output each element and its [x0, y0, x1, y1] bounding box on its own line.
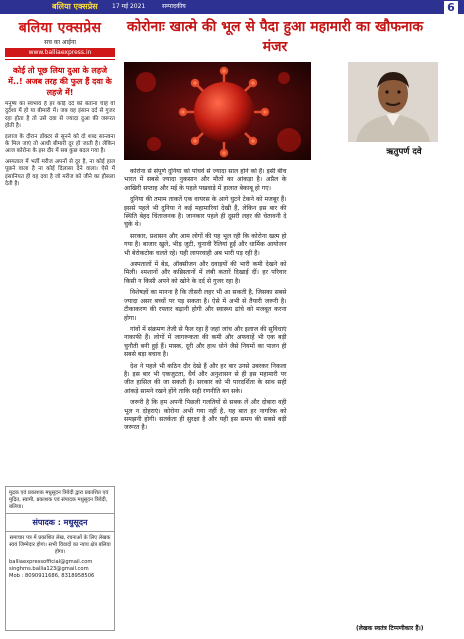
masthead-tagline: सच का आईना — [44, 39, 76, 46]
mobile-number: Mob : 8090911686, 8318958506 — [9, 573, 95, 579]
article-paragraph: सरकार, प्रशासन और आम लोगों की यह भूल रही कि कोरोना खत्म हो गया है। बाजार खुले, भीड़ जुटी, चुनावी रैलियां हुईं और धार्मिक आयोजन भी बेरोकटोक चलते रहे। यही लापरवाही अब भारी पड़ रही है। — [124, 232, 287, 257]
article-paragraph: विशेषज्ञों का मानना है कि तीसरी लहर भी आ सकती है, जिसका सबसे ज्यादा असर बच्चों पर पड़ सकता है। ऐसे में अभी से तैयारी जरूरी है। टीकाकरण की रफ्तार बढ़ानी होगी और स्वास्थ्य ढांचे को मजबूत करना होगा। — [124, 289, 287, 322]
imprint-box — [5, 486, 115, 631]
coronavirus-image — [124, 62, 311, 160]
article-paragraph: दुनिया की तमाम ताकतें एक वायरस के आगे घुटने टेकने को मजबूर हैं। इससे पहले भी दुनिया ने कई महामारियां देखी हैं, लेकिन इस बार की स्थिति बेहद चिंताजनक है। जानकार पहले ही दूसरी लहर की चेतावनी दे चुके थे। — [124, 196, 287, 229]
section-label: सम्पादकीय — [162, 3, 186, 10]
article-paragraph: गांवों में संक्रमण तेजी से फैल रहा है जहां जांच और इलाज की सुविधाएं नाकाफी हैं। लोगों में जागरूकता की कमी और अफवाहें भी एक बड़ी चुनौती बनी हुई हैं। मास्क, दूरी और हाथ धोने जैसे नियमों का पालन ही सबसे बड़ा बचाव है। — [124, 325, 287, 359]
left-column — [5, 19, 115, 631]
edition-logo: बलिया एक्सप्रेस — [52, 2, 98, 11]
virus-cell-icon — [180, 68, 268, 156]
disclaimer-text: समाचार पत्र में प्रकाशित लेख, रचनाओं के लिए लेखक स्वयं जिम्मेदार होगा। सभी विवादों का न्याय क्षेत्र बलिया होगा। — [9, 535, 111, 555]
imprint-text: मुद्रक एवं प्रकाशक मधुसूदन त्रिवेदी द्वारा प्रकाशित एवं मुद्रित, स्वामी, प्रकाशक एवं संपादक मधुसूदन त्रिवेदी, बलिया। — [9, 490, 109, 510]
article-body — [124, 168, 459, 614]
email-link[interactable]: balliaexpressofficial@gmail.com — [9, 559, 93, 565]
quote-body — [5, 101, 115, 419]
editor-name: संपादक : मधुसूदन — [6, 513, 114, 532]
author-photo — [348, 62, 438, 142]
masthead-url[interactable]: www.balliaexpress.in — [5, 48, 115, 57]
quote-paragraph: अस्पताल में भर्ती मरीज अपनों से दूर है, ना कोई हाल पूछने वाला है ना कोई दिलासा देने वाला। ऐसे में इंसानियत ही वह दवा है जो मरीज को जीने का हौसला देती है। — [5, 158, 115, 188]
author-name: ऋतुपर्ण दवे — [386, 147, 422, 157]
quote-paragraph: इलाज के दौरान डॉक्टर से सुनने को दो शब्द सान्त्वना के मिल जाएं तो आधी बीमारी दूर हो जाती है। लेकिन आज कोरोना के इस दौर में सब कुछ बदल गया है। — [5, 133, 115, 155]
masthead — [5, 19, 115, 60]
article-paragraph: जरूरी है कि हम अपनी पिछली गलतियों से सबक लें और दोबारा वही भूल न दोहराएं। कोरोना अभी गया नहीं है, यह बात हर नागरिक को समझनी होगी। सतर्कता ही सुरक्षा है और यही इस समय की सबसे बड़ी जरूरत है। — [124, 399, 287, 432]
top-bar — [0, 0, 464, 14]
quote-paragraph: मनुष्य का स्वभाव है हर कोई दर्द को बताना चाहे वो दुर्दशा में हो या बीमारी में। जब वह इंसान दर्द से गुजर रहा होता है तो उसे दवा से ज्यादा दुआ की जरूरत होती है। — [5, 101, 115, 130]
contact-info — [6, 559, 114, 580]
article-headline: कोरोनाः खात्मे की भूल से पैदा हुआ महामारी का खौफनाक मंजर — [126, 19, 424, 55]
article-paragraph: कोरोना से संपूर्ण दुनिया को पांचवें से ज्यादा साल होने को हैं। इसी बीच भारत में सबसे ज्यादा नुकसान और मौतों का आंकड़ा है। अप्रैल के आखिरी सप्ताह और मई के पहले पखवाड़े में हालात बेकाबू हो गए। — [124, 168, 287, 192]
masthead-title: बलिया एक्सप्रेस — [18, 20, 102, 36]
page-number: 6 — [444, 1, 458, 15]
article-paragraph: देश ने पहले भी कठिन दौर देखे हैं और हर बार उनसे उबरकर निकला है। इस बार भी एकजुटता, धैर्य और अनुशासन से ही इस महामारी पर जीत हासिल की जा सकती है। सरकार को भी पारदर्शिता के साथ सही आंकड़े सामने रखने होंगे ताकि सही रणनीति बन सके। — [124, 362, 287, 395]
issue-date: 17 मई 2021 — [112, 3, 146, 10]
headline-block — [124, 17, 426, 57]
email-link[interactable]: singhms.ballia123@gmail.com — [9, 566, 89, 572]
author-byline: (लेखक स्वतंत्र टिप्पणीकार हैं।) — [356, 625, 424, 632]
quote-heading: कोई तो पूछ लिया दुआ के लहजे में..! अजब तरह की फुल हैं दवा के लहजे में! — [8, 66, 112, 97]
article-paragraph: अस्पतालों में बेड, ऑक्सीजन और दवाइयों की भारी कमी देखने को मिली। श्मशानों और कब्रिस्तानों में लंबी कतारें दिखाई दीं। हर परिवार किसी न किसी अपने को खोने के दर्द से गुजर रहा है। — [124, 261, 287, 285]
